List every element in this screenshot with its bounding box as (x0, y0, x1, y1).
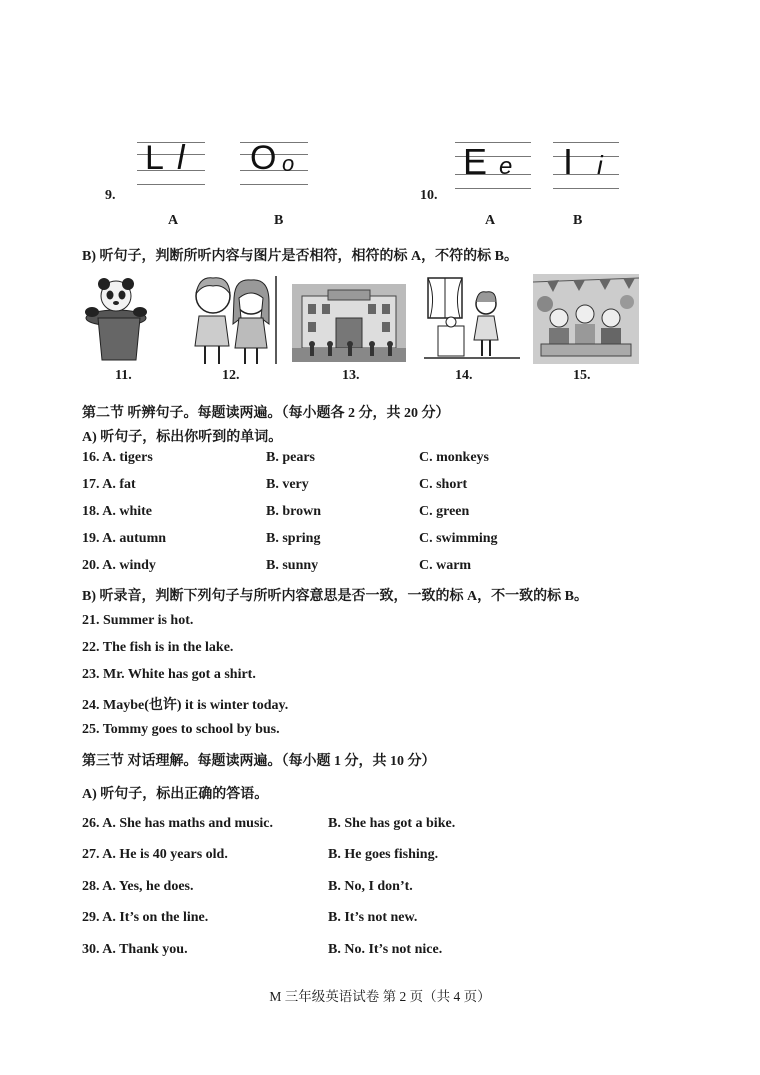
q16-option-b: B. pears (266, 450, 315, 465)
q30-option-b: B. No. It’s not nice. (328, 942, 443, 957)
q16-option-c: C. monkeys (419, 450, 490, 465)
section2-part-b-instruction: B) 听录音，判断下列句子与所听内容意思是否一致，一致的标 A，不一致的标 B。 (82, 589, 588, 604)
q26-option-b: B. She has got a bike. (328, 816, 456, 831)
page-footer: M 三年级英语试卷 第 2 页（共 4 页） (269, 989, 491, 1004)
letter-upper: E (463, 141, 488, 182)
q18-option-c: C. green (419, 504, 470, 519)
letter-upper: I (563, 141, 574, 182)
section2-part-a-instruction: A) 听句子，标出你听到的单词。 (82, 430, 283, 445)
letter-upper: O (250, 139, 277, 177)
q30-option-a: 30. A. Thank you. (82, 942, 188, 957)
q19-option-c: C. swimming (419, 531, 498, 546)
q19-option-b: B. spring (266, 531, 321, 546)
letter-lower: e (499, 153, 513, 180)
two-girls-icon (185, 274, 279, 366)
q16-option-a: 16. A. tigers (82, 450, 153, 465)
q27-option-a: 27. A. He is 40 years old. (82, 847, 228, 862)
q29-option-a: 29. A. It’s on the line. (82, 910, 209, 925)
picture-number-11: 11. (115, 368, 132, 383)
q28-option-b: B. No, I don’t. (328, 879, 413, 894)
section2-title: 第二节 听辨句子。每题读两遍。（每小题各 2 分，共 20 分） (82, 406, 450, 421)
sentence-25: 25. Tommy goes to school by bus. (82, 722, 280, 737)
q10-option-b: B (573, 213, 583, 228)
q18-option-b: B. brown (266, 504, 321, 519)
q17-option-a: 17. A. fat (82, 477, 136, 492)
girl-at-window-icon (424, 276, 520, 362)
panda-in-hat-icon (82, 276, 162, 362)
q28-option-a: 28. A. Yes, he does. (82, 879, 194, 894)
picture-number-13: 13. (342, 368, 360, 383)
q9-number: 9. (105, 188, 116, 203)
sentence-22: 22. The fish is in the lake. (82, 640, 234, 655)
q9-letters-b (240, 140, 308, 186)
letter-lower: i (597, 150, 603, 180)
q18-option-a: 18. A. white (82, 504, 152, 519)
part-b1-instruction: B) 听句子，判断所听内容与图片是否相符，相符的标 A，不符的标 B。 (82, 249, 518, 264)
picture-number-14: 14. (455, 368, 473, 383)
q20-option-c: C. warm (419, 558, 472, 573)
sentence-23: 23. Mr. White has got a shirt. (82, 667, 256, 682)
q9-option-b: B (274, 213, 284, 228)
q27-option-b: B. He goes fishing. (328, 847, 439, 862)
q9-letters-a (137, 140, 205, 186)
q9-option-a: A (168, 213, 179, 228)
q17-option-b: B. very (266, 477, 309, 492)
q19-option-a: 19. A. autumn (82, 531, 167, 546)
sentence-21: 21. Summer is hot. (82, 613, 194, 628)
section3-part-a-instruction: A) 听句子，标出正确的答语。 (82, 787, 269, 802)
q17-option-c: C. short (419, 477, 468, 492)
section3-title: 第三节 对话理解。每题读两遍。（每小题 1 分，共 10 分） (82, 754, 436, 769)
q20-option-b: B. sunny (266, 558, 319, 573)
q10-number: 10. (420, 188, 438, 203)
picture-number-12: 12. (222, 368, 240, 383)
party-icon (533, 274, 639, 364)
q20-option-a: 20. A. windy (82, 558, 156, 573)
letter-lower: l (177, 139, 185, 177)
q10-option-a: A (485, 213, 496, 228)
sentence-24: 24. Maybe(也许) it is winter today. (82, 698, 289, 713)
q26-option-a: 26. A. She has maths and music. (82, 816, 273, 831)
school-building-icon (292, 284, 406, 362)
letter-lower: o (282, 151, 295, 176)
q10-letters-a (455, 140, 531, 190)
q29-option-b: B. It’s not new. (328, 910, 418, 925)
letter-upper: L (145, 139, 164, 177)
picture-number-15: 15. (573, 368, 591, 383)
q10-letters-b (553, 140, 619, 190)
